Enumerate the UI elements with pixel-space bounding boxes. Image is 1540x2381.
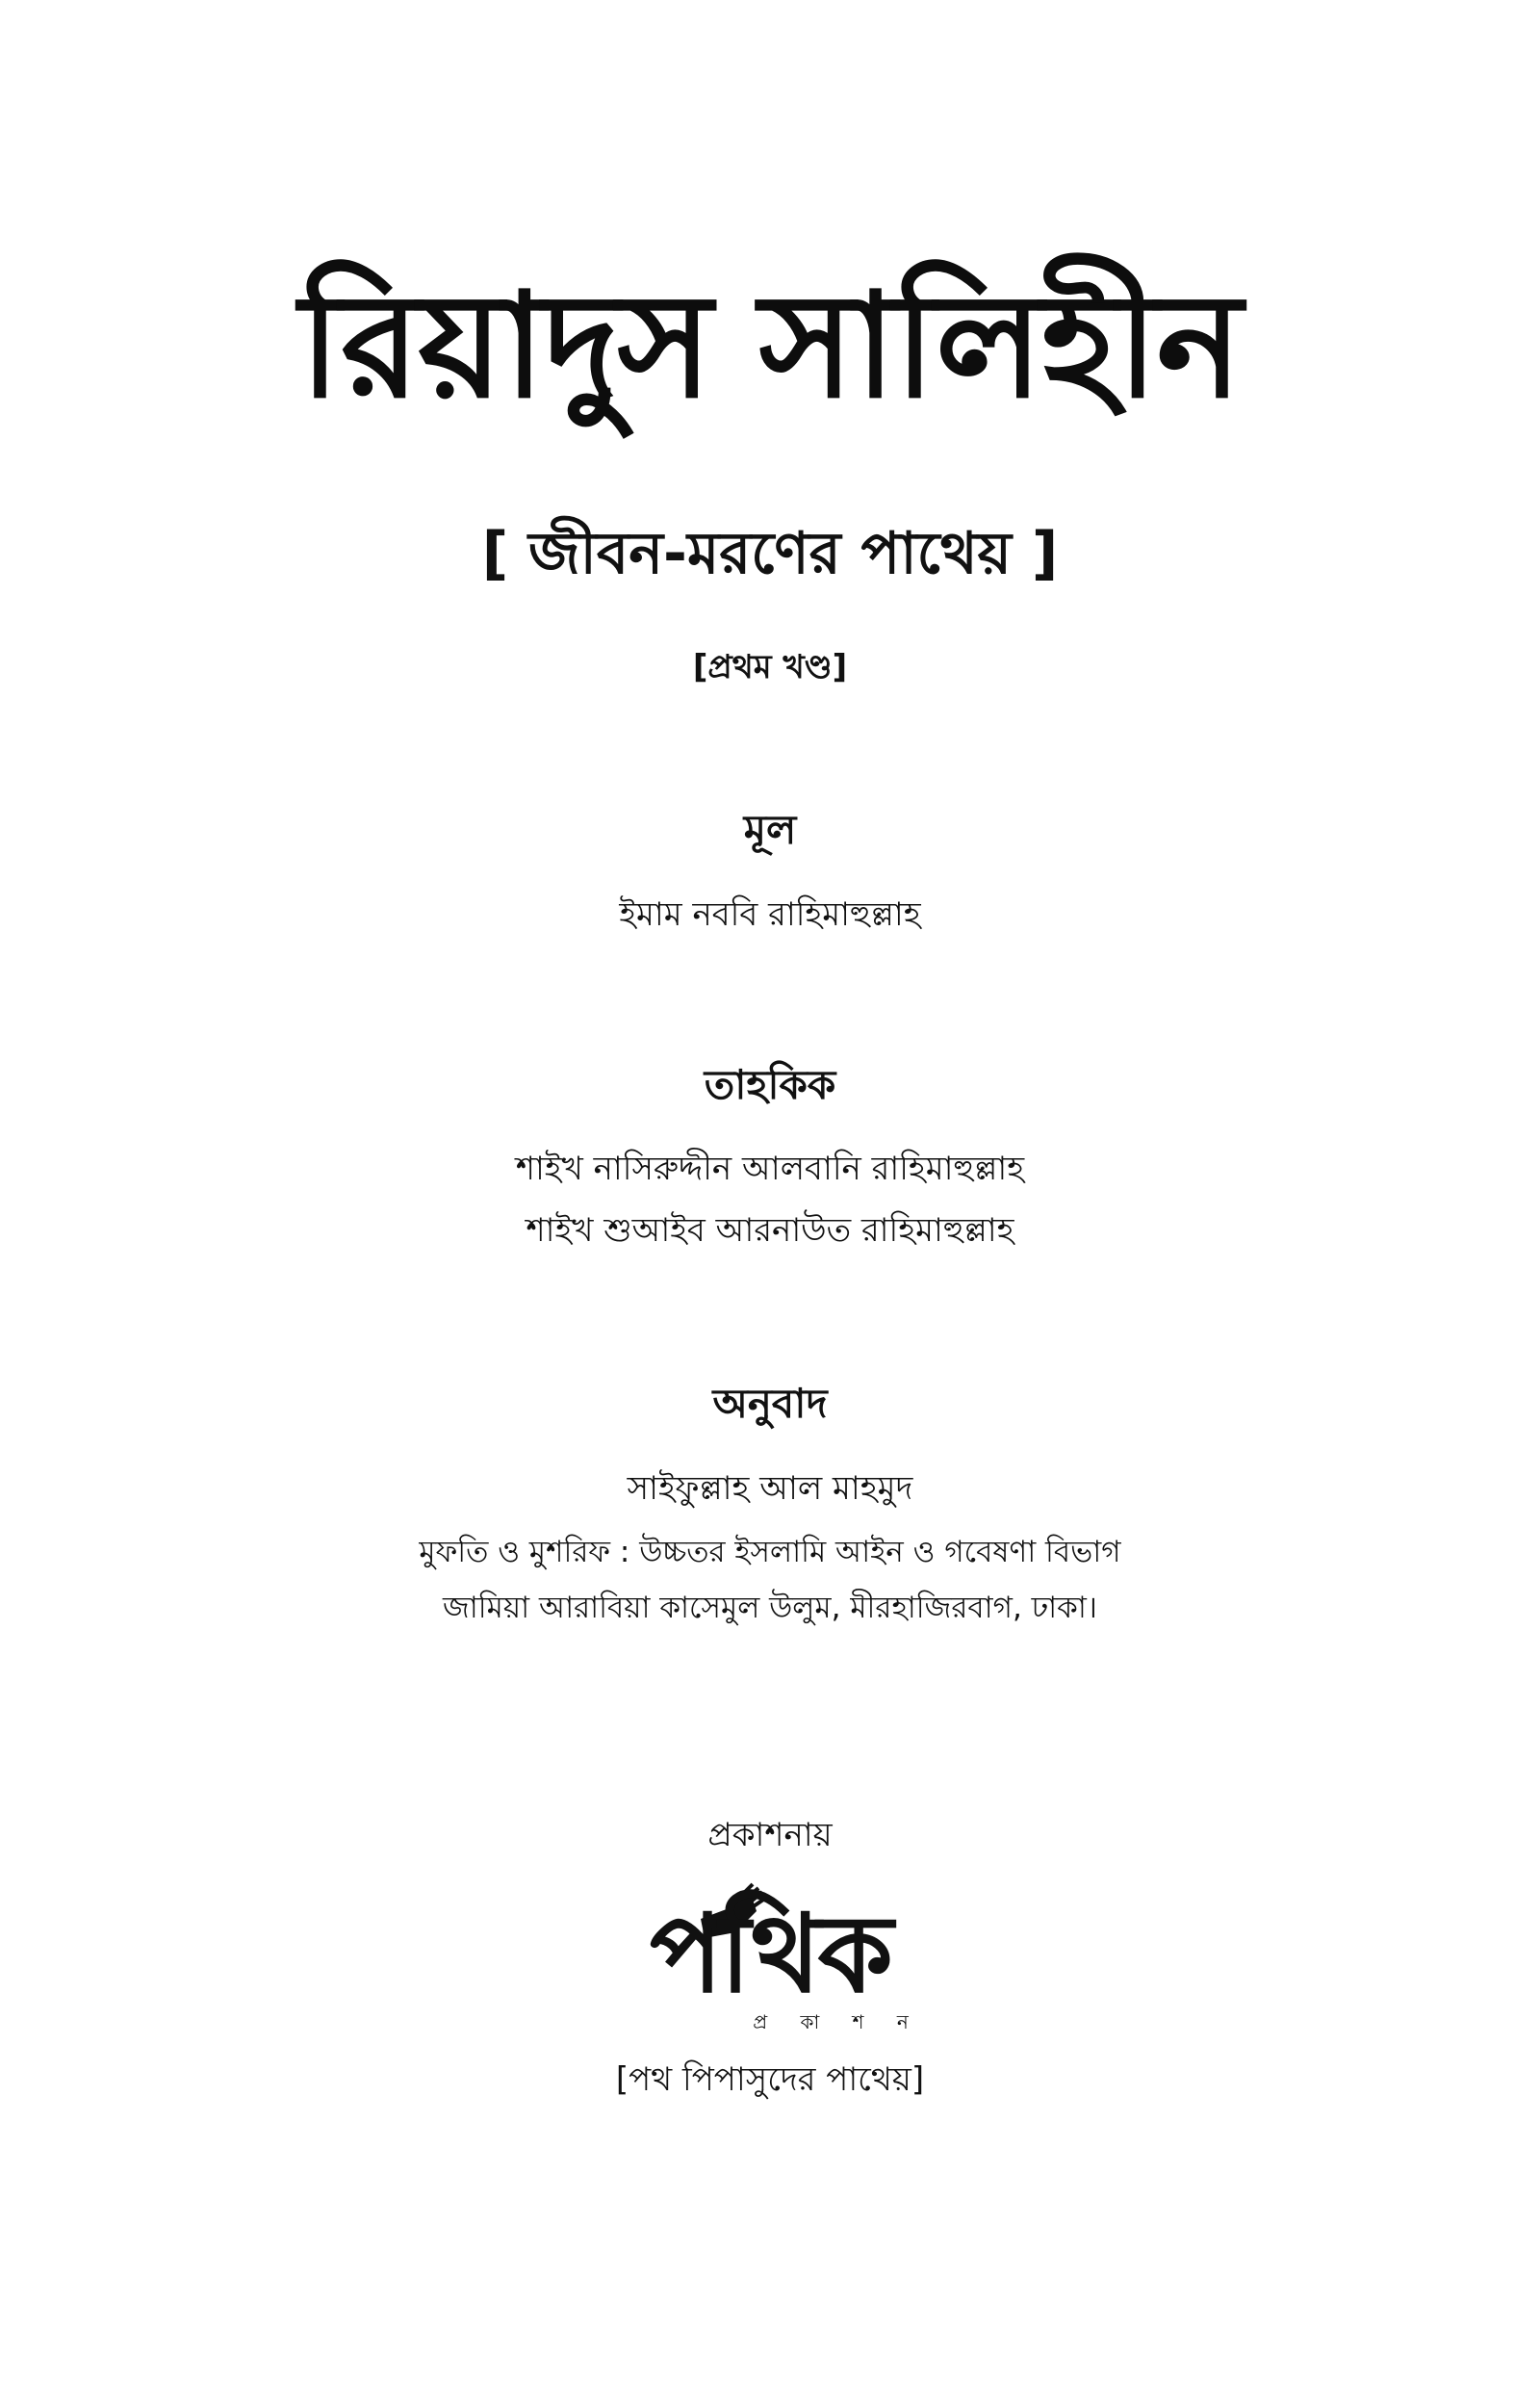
publisher-logo-subtext: প্র কা শ ন: [753, 2010, 922, 2033]
original-author: ইমাম নববি রাহিমাহুল্লাহ: [619, 895, 921, 934]
book-title: রিয়াদুস সালিহীন: [299, 263, 1241, 430]
translation-heading: অনুবাদ: [712, 1380, 828, 1427]
publisher-logo-text: পথিক: [650, 1892, 890, 2017]
translator-name: সাইফুল্লাহ আল মাহমুদ: [627, 1469, 913, 1508]
tahqiq-line-1: শাইখ নাসিরুদ্দীন আলবানি রাহিমাহুল্লাহ: [515, 1150, 1025, 1188]
volume-label: [প্রথম খণ্ড]: [692, 648, 848, 686]
translator-affiliation-line-2: জামিয়া আরাবিয়া কাসেমুল উলুম, মীরহাজিরবাগ, ঢাকা।: [443, 1591, 1097, 1625]
tahqiq-heading: তাহকিক: [704, 1061, 836, 1108]
publisher-label: প্রকাশনায়: [707, 1816, 833, 1854]
original-heading: মূল: [743, 806, 797, 853]
publisher-logo: [578, 1882, 962, 2065]
tahqiq-line-2: শাইখ শুআইব আরনাউত রাহিমাহুল্লাহ: [526, 1211, 1014, 1250]
book-subtitle: [ জীবন-মরণের পাথেয় ]: [481, 520, 1059, 587]
translator-affiliation-line-1: মুফতি ও মুশরিফ : উচ্চতর ইসলামি আইন ও গবেষণা বিভাগ: [419, 1535, 1121, 1569]
publisher-tagline: [পথ পিপাসুদের পাথেয়]: [615, 2060, 925, 2099]
